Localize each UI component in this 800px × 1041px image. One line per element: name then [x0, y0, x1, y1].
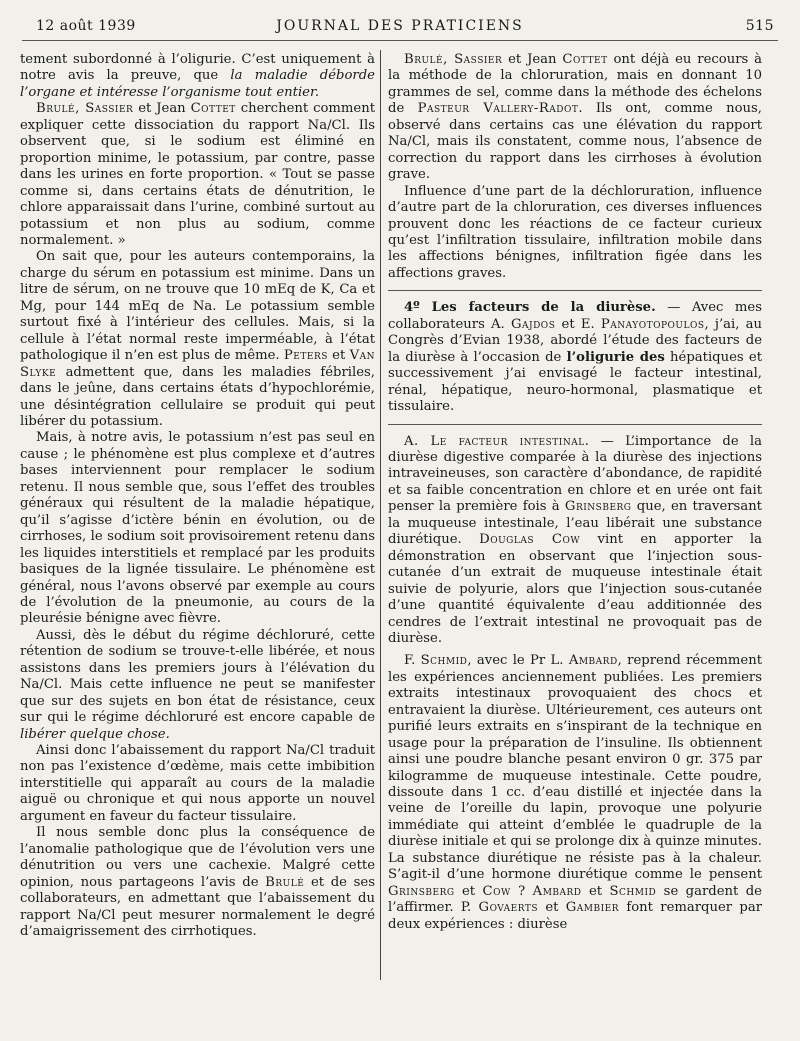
- paragraph-text: . Ils ont, comme nous, observé dans certains cas une élévation du rapport Na/Cl, mais ils constatent, comme nous, l’absence de correction du rapport dans les cirrhoses à évolution grave.: [388, 101, 762, 183]
- section-rule: [388, 424, 762, 425]
- paragraph: Influence d’une part de la déchloruration, influence d’autre part de la chloruration, ces diverses influences prouvent donc les réactions de ce facteur curieux qu’est l’infiltration tissulaire, infiltration mobile dans les affections bénignes, infiltration figée dans les affections graves.: [388, 183, 762, 281]
- paragraph-text: Mais, à notre avis, le potassium n’est pas seul en cause ; le phénomène est plus complexe et d’autres bases interviennent pour remplacer le sodium retenu. Il nous semble que, sous l’effet des troubles généraux qui résultent de la maladie hépatique, qu’il s’agisse d’ictère bénin en évolution, ou de cirrhoses, le sodium soit provisoirement retenu dans les liquides interstitiels et remplacé par les produits basiques de la lignée tissulaire. Le phénomène est général, nous l’avons observé par exemple au cours de l’évolution de la pneumonie, au cours de la pleurésie bénigne avec fièvre.: [20, 430, 375, 627]
- paragraph: [20, 628, 375, 743]
- paragraph-text: et: [327, 348, 350, 364]
- paragraph-text: , j’ai, au Congrès d’Evian 1938, abordé l’étude des facteurs de la diurèse à l’occasion de: [388, 316, 762, 365]
- paragraph-text: F.: [404, 653, 421, 669]
- paragraph-text: et E.: [555, 316, 601, 332]
- paragraph-text: et Jean: [502, 52, 563, 67]
- paragraph: [388, 653, 762, 933]
- paragraph-text: se gardent de l’affirmer. P.: [388, 883, 762, 916]
- paragraph-text: et de ses collaborateurs, en admettant que l’abaissement du rapport Na/Cl peut mesurer normalement le degré d’amaigrissement des cirrhotiques.: [20, 874, 375, 940]
- author-name: Cottet: [562, 52, 608, 67]
- subsection-heading: A. Le facteur intestinal.: [404, 433, 590, 449]
- paragraph-text: Il nous semble donc plus la conséquence de l’anomalie pathologique que de l’évolution vers une dénutrition ou vers une cachexie. Malgré cette opinion, nous partageons l’avis de: [20, 825, 375, 890]
- author-name: Schmid: [609, 883, 657, 899]
- page-number: 515: [745, 18, 774, 34]
- paragraph-text: admettent que, dans les maladies fébriles, dans le jeûne, dans certains états d’hypochlorémie, une désintégration cellulaire se produit qui peut libérer du potassium.: [20, 364, 375, 429]
- paragraph-text: hépatiques et successivement j’ai envisagé le facteur intestinal, rénal, hépatique, neuro-hormonal, plasmatique et tissulaire.: [388, 349, 762, 415]
- paragraph: [20, 52, 375, 101]
- paragraph-text: ont déjà eu recours à la méthode de la chloruration, mais en donnant 10 grammes de sel, comme dans la méthode des échelons de: [388, 52, 762, 117]
- paragraph-text: et: [454, 883, 483, 899]
- paragraph-text: tement subordonné à l’oligurie. C’est uniquement à notre avis la preuve, que: [20, 52, 375, 84]
- right-column: [388, 52, 762, 1032]
- author-name: Ambard: [532, 883, 582, 899]
- author-name: Gajdos: [510, 316, 556, 332]
- paragraph-text: ?: [510, 883, 533, 899]
- author-name: Cow: [482, 883, 511, 899]
- section-rule: [388, 290, 762, 291]
- author-name: Schmid: [420, 653, 468, 669]
- author-name: Van Slyke: [20, 348, 375, 380]
- emphasis-text: libérer quelque chose.: [20, 726, 170, 742]
- paragraph-text: font remarquer par deux expériences : diurèse: [388, 900, 762, 932]
- author-name: Panayotopoulos: [600, 316, 705, 332]
- paragraph-text: — L’importance de la diurèse digestive comparée à la diurèse des injections intraveineuses, son caractère d’abondance, de rapidité et sa faible concentration en chlore et en urée ont fait penser la première fois à: [388, 433, 762, 515]
- paragraph: [20, 825, 375, 940]
- author-name: Ambard: [568, 653, 618, 669]
- author-name: Cottet: [190, 101, 236, 117]
- page-header: [22, 14, 778, 38]
- paragraph-text: , reprend récemment les expériences anciennement publiées. Les premiers extraits intestinaux provoquaient des chocs et entravaient la diurèse. Ultérieurement, ces auteurs ont purifié leurs extraits en s’inspirant de la technique en usage pour la préparation de l’insuline. Ils obtiennent ainsi une poudre blanche pesant environ 0 gr. 375 par kilogramme de muqueuse intestinale. Cette poudre, dissoute dans 1 cc. d’eau distillé et injectée dans la veine de l’oreille du lapin, provoque une polyurie immédiate qui atteint d’emblée le quadruple de la diurèse initiale et qui se prolonge dix à quinze minutes. La substance diurétique ne résiste pas à la chaleur. S’agit-il d’une hormone diurétique comme le pensent: [388, 653, 762, 883]
- section-paragraph: [388, 300, 762, 415]
- emphasis-text: la maladie déborde l’organe et intéresse l’organisme tout entier.: [20, 68, 375, 100]
- author-names: Brulé, Sassier: [404, 52, 503, 67]
- author-name: Pasteur Vallery-Radot: [417, 101, 579, 117]
- paragraph-text: et: [581, 883, 610, 899]
- paragraph-text: Ainsi donc l’abaissement du rapport Na/Cl traduit non pas l’existence d’œdème, mais cette imbibition interstitielle qui apparaît au cours de la maladie aiguë ou chronique et qui nous apporte un nouvel argument en faveur du facteur tissulaire.: [20, 743, 375, 824]
- paragraph-text: que, en traversant la muqueuse intestinale, l’eau libérait une substance diurétique.: [388, 499, 762, 548]
- paragraph: [388, 52, 762, 184]
- author-name: Douglas Cow: [479, 532, 581, 548]
- section-paragraph: [388, 434, 762, 648]
- paragraph-text: , avec le Pr L.: [467, 653, 569, 669]
- author-name: Grinsberg: [564, 499, 632, 515]
- paragraph: [20, 249, 375, 430]
- bold-text: l’oligurie des: [566, 349, 665, 365]
- author-name: Grinsberg: [388, 883, 455, 899]
- paragraph-text: et: [538, 900, 566, 916]
- paragraph-text: — Avec mes collaborateurs A.: [388, 300, 762, 332]
- issue-date: 12 août 1939: [36, 18, 136, 34]
- author-name: Peters: [283, 348, 328, 364]
- paragraph: [20, 430, 375, 627]
- section-heading: 4º Les facteurs de la diurèse.: [404, 300, 656, 316]
- paragraph: [20, 743, 375, 825]
- header-rule: [22, 40, 778, 41]
- author-name: Gambier: [565, 900, 620, 916]
- author-name: Brulé: [265, 874, 305, 890]
- author-names: Brulé, Sassier: [36, 101, 134, 117]
- paragraph-text: Aussi, dès le début du régime déchloruré, cette rétention de sodium se trouve-t-elle libérée, et nous assistons dans les premiers jours à l’élévation du Na/Cl. Mais cette influence ne peut se manifester que sur des sujets en bon état de résistance, ceux sur qui le régime déchloruré est encore capable de: [20, 627, 375, 726]
- paragraph-text: vint en apporter la démonstration en observant que l’injection sous-cutanée d’un extrait de muqueuse intestinale était suivie de polyurie, alors que l’injection sous-cutanée d’une quantité équivalente d’eau additionnée des cendres de l’extrait intestinal ne provoquait pas de diurèse.: [388, 532, 762, 646]
- paragraph: [20, 101, 375, 249]
- paragraph-text: et Jean: [133, 101, 191, 117]
- journal-title: JOURNAL DES PRATICIENS: [276, 18, 524, 34]
- paragraph-text: cherchent comment expliquer cette dissociation du rapport Na/Cl. Ils observent que, si le sodium est éliminé en proportion minime, le potassium, par contre, passe dans les urines en forte proportion. « Tout se passe comme si, dans certains états de dénutrition, le chlore apparaissait dans l’urine, combiné surtout au potassium et non plus au sodium, comme normalement. »: [20, 101, 375, 248]
- author-name: Govaerts: [478, 900, 539, 916]
- column-divider: [380, 50, 381, 980]
- left-column: [20, 52, 375, 1032]
- paragraph-text: On sait que, pour les auteurs contemporains, la charge du sérum en potassium est minime. Dans un litre de sérum, on ne trouve que 10 mEq de K, Ca et Mg, pour 144 mEq de Na. Le potassium semble surtout fixé à l’intérieur des cellules. Mais, si la cellule à l’état normal reste imperméable, à l’état pathologique il n’en est plus de même.: [20, 249, 375, 364]
